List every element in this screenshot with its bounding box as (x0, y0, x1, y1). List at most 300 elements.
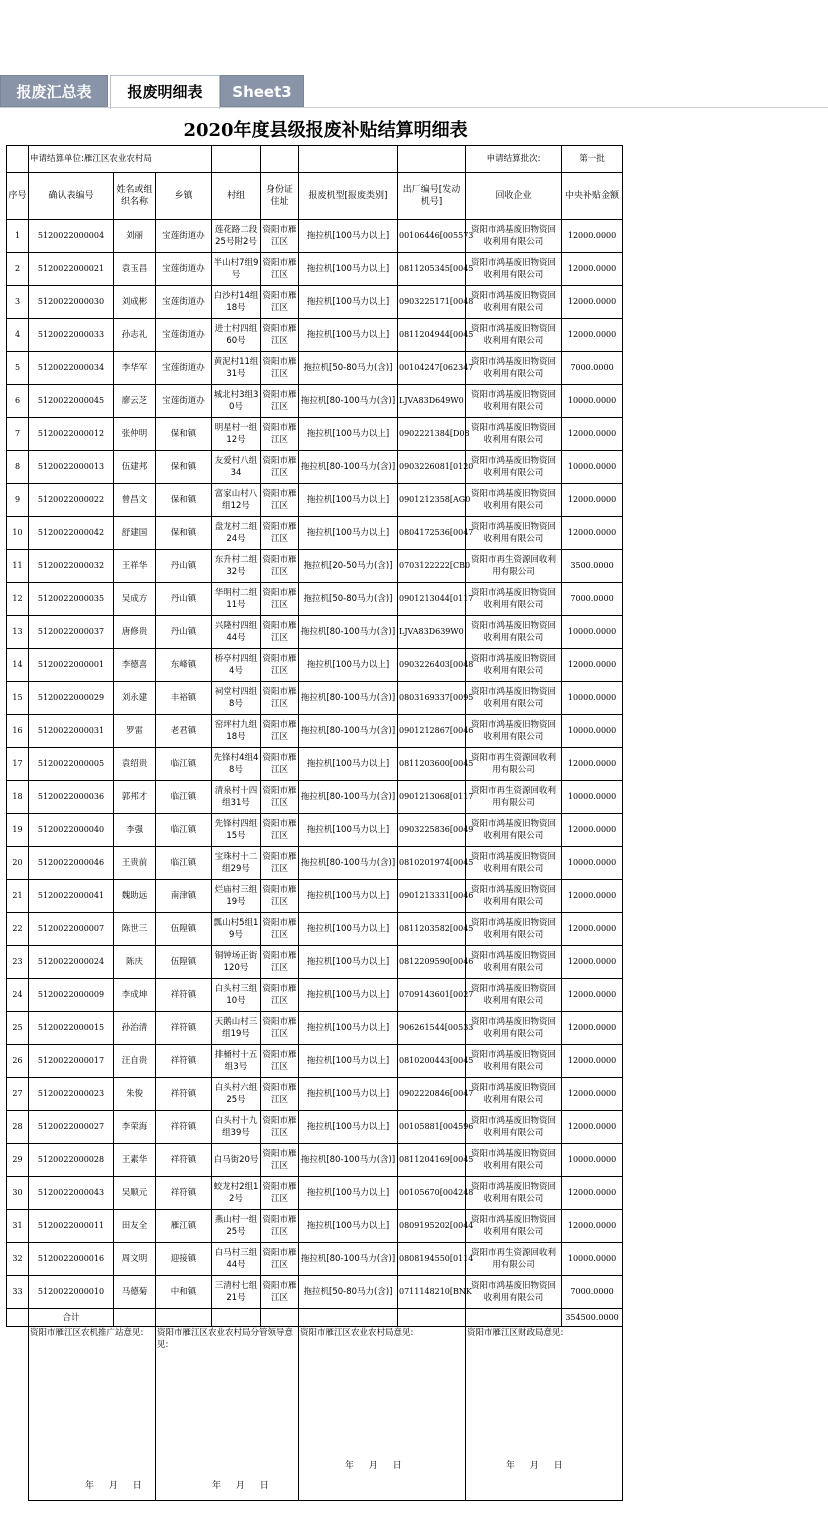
id-address: 资阳市雁江区 (261, 847, 299, 880)
recycling-company: 资阳市鸿基废旧物资回收利用有限公司 (466, 880, 562, 913)
col-header: 身份证住址 (261, 173, 299, 220)
owner-name: 吴成方 (114, 583, 156, 616)
subsidy-amount: 10000.0000 (562, 1144, 623, 1177)
recycling-company: 资阳市鸿基废旧物资回收利用有限公司 (466, 319, 562, 352)
col-header: 确认表编号 (29, 173, 114, 220)
subsidy-amount: 7000.0000 (562, 1276, 623, 1309)
serial-number: 00106446[005573 (398, 220, 466, 253)
township: 祥符镇 (156, 1078, 212, 1111)
row-index: 6 (7, 385, 29, 418)
table-row (7, 220, 623, 253)
confirm-number: 5120022000040 (29, 814, 114, 847)
row-index: 10 (7, 517, 29, 550)
subsidy-amount: 10000.0000 (562, 385, 623, 418)
machine-type: 拖拉机[100马力以上] (299, 484, 398, 517)
table-row (7, 1045, 623, 1078)
opinion-date: 年 月 日 (506, 1461, 569, 1471)
tab-detail[interactable]: 报废明细表 (110, 75, 220, 109)
village-group: 黄泥村11组31号 (212, 352, 261, 385)
subsidy-amount: 12000.0000 (562, 814, 623, 847)
village-group: 半山村7组9号 (212, 253, 261, 286)
confirm-number: 5120022000032 (29, 550, 114, 583)
table-row (7, 1210, 623, 1243)
machine-type: 拖拉机[100马力以上] (299, 946, 398, 979)
village-group: 白马村三组44号 (212, 1243, 261, 1276)
machine-type: 拖拉机[100马力以上] (299, 913, 398, 946)
machine-type: 拖拉机[80-100马力(含)] (299, 1243, 398, 1276)
row-index: 21 (7, 880, 29, 913)
owner-name: 孙志礼 (114, 319, 156, 352)
township: 丹山镇 (156, 550, 212, 583)
confirm-number: 5120022000034 (29, 352, 114, 385)
row-index: 5 (7, 352, 29, 385)
township: 中和镇 (156, 1276, 212, 1309)
row-index: 25 (7, 1012, 29, 1045)
row-index: 8 (7, 451, 29, 484)
confirm-number: 5120022000046 (29, 847, 114, 880)
id-address: 资阳市雁江区 (261, 715, 299, 748)
village-group: 白头村十九组39号 (212, 1111, 261, 1144)
machine-type: 拖拉机[80-100马力(含)] (299, 451, 398, 484)
subsidy-amount: 12000.0000 (562, 913, 623, 946)
id-address: 资阳市雁江区 (261, 1243, 299, 1276)
row-index: 29 (7, 1144, 29, 1177)
serial-number: 0901213044[0117 (398, 583, 466, 616)
township: 伍隍镇 (156, 946, 212, 979)
table-row (7, 451, 623, 484)
serial-number: 00105670[004248 (398, 1177, 466, 1210)
table-row (7, 550, 623, 583)
village-group: 进士村四组60号 (212, 319, 261, 352)
row-index: 19 (7, 814, 29, 847)
township: 丹山镇 (156, 616, 212, 649)
batch-value: 第一批 (562, 146, 623, 173)
village-group: 白头村六组25号 (212, 1078, 261, 1111)
confirm-number: 5120022000028 (29, 1144, 114, 1177)
township: 宝莲街道办 (156, 319, 212, 352)
village-group: 燕山村一组25号 (212, 1210, 261, 1243)
serial-number: 0901213068[0117 (398, 781, 466, 814)
machine-type: 拖拉机[50-80马力(含)] (299, 1276, 398, 1309)
table-row (7, 847, 623, 880)
township: 祥符镇 (156, 1045, 212, 1078)
recycling-company: 资阳市鸿基废旧物资回收利用有限公司 (466, 484, 562, 517)
village-group: 桥亭村四组4号 (212, 649, 261, 682)
confirm-number: 5120022000035 (29, 583, 114, 616)
row-index: 22 (7, 913, 29, 946)
table-row (7, 946, 623, 979)
village-group: 富家山村八组12号 (212, 484, 261, 517)
serial-number: 0811203582[0045 (398, 913, 466, 946)
id-address: 资阳市雁江区 (261, 1111, 299, 1144)
subsidy-amount: 12000.0000 (562, 946, 623, 979)
confirm-number: 5120022000036 (29, 781, 114, 814)
id-address: 资阳市雁江区 (261, 649, 299, 682)
confirm-number: 5120022000010 (29, 1276, 114, 1309)
village-group: 宝珠村十二组29号 (212, 847, 261, 880)
subsidy-amount: 12000.0000 (562, 418, 623, 451)
machine-type: 拖拉机[100马力以上] (299, 748, 398, 781)
owner-name: 田友全 (114, 1210, 156, 1243)
village-group: 蛟龙村2组12号 (212, 1177, 261, 1210)
id-address: 资阳市雁江区 (261, 517, 299, 550)
machine-type: 拖拉机[100马力以上] (299, 1177, 398, 1210)
machine-type: 拖拉机[80-100马力(含)] (299, 385, 398, 418)
owner-name: 唐修贵 (114, 616, 156, 649)
owner-name: 汪自贵 (114, 1045, 156, 1078)
row-index: 26 (7, 1045, 29, 1078)
machine-type: 拖拉机[100马力以上] (299, 286, 398, 319)
owner-name: 袁玉昌 (114, 253, 156, 286)
id-address: 资阳市雁江区 (261, 1045, 299, 1078)
confirm-number: 5120022000033 (29, 319, 114, 352)
recycling-company: 资阳市再生资源回收利用有限公司 (466, 748, 562, 781)
col-header: 出厂编号[发动机号] (398, 173, 466, 220)
machine-type: 拖拉机[100马力以上] (299, 880, 398, 913)
township: 祥符镇 (156, 979, 212, 1012)
confirm-number: 5120022000041 (29, 880, 114, 913)
village-group: 先锋村四组15号 (212, 814, 261, 847)
machine-type: 拖拉机[100马力以上] (299, 1045, 398, 1078)
id-address: 资阳市雁江区 (261, 1078, 299, 1111)
confirm-number: 5120022000029 (29, 682, 114, 715)
serial-number: 0811204944[0045 (398, 319, 466, 352)
township: 祥符镇 (156, 1144, 212, 1177)
row-index: 28 (7, 1111, 29, 1144)
subsidy-amount: 12000.0000 (562, 517, 623, 550)
tab-summary[interactable]: 报废汇总表 (0, 75, 108, 107)
township: 保和镇 (156, 517, 212, 550)
serial-number: 0809195202[0044 (398, 1210, 466, 1243)
serial-number: 0812209590[0046 (398, 946, 466, 979)
machine-type: 拖拉机[100马力以上] (299, 1012, 398, 1045)
recycling-company: 资阳市鸿基废旧物资回收利用有限公司 (466, 913, 562, 946)
table-row (7, 583, 623, 616)
row-index: 9 (7, 484, 29, 517)
recycling-company: 资阳市再生资源回收利用有限公司 (466, 1243, 562, 1276)
row-index: 27 (7, 1078, 29, 1111)
opinion-date: 年 月 日 (85, 1481, 148, 1491)
township: 宝莲街道办 (156, 253, 212, 286)
serial-number: 0902221384[D08 (398, 418, 466, 451)
recycling-company: 资阳市鸿基废旧物资回收利用有限公司 (466, 385, 562, 418)
serial-number: 0709143601[0027 (398, 979, 466, 1012)
recycling-company: 资阳市鸿基废旧物资回收利用有限公司 (466, 220, 562, 253)
machine-type: 拖拉机[100马力以上] (299, 319, 398, 352)
recycling-company: 资阳市鸿基废旧物资回收利用有限公司 (466, 253, 562, 286)
row-index: 23 (7, 946, 29, 979)
opinion-row (7, 1327, 623, 1501)
id-address: 资阳市雁江区 (261, 385, 299, 418)
owner-name: 刘永建 (114, 682, 156, 715)
village-group: 三清村七组21号 (212, 1276, 261, 1309)
village-group: 清泉村十四组31号 (212, 781, 261, 814)
table-row (7, 1243, 623, 1276)
id-address: 资阳市雁江区 (261, 880, 299, 913)
owner-name: 李荣海 (114, 1111, 156, 1144)
confirm-number: 5120022000016 (29, 1243, 114, 1276)
machine-type: 拖拉机[100马力以上] (299, 1111, 398, 1144)
recycling-company: 资阳市鸿基废旧物资回收利用有限公司 (466, 1210, 562, 1243)
owner-name: 李华军 (114, 352, 156, 385)
subsidy-amount: 12000.0000 (562, 286, 623, 319)
owner-name: 刘丽 (114, 220, 156, 253)
machine-type: 拖拉机[100马力以上] (299, 253, 398, 286)
serial-number: 00105881[004596 (398, 1111, 466, 1144)
machine-type: 拖拉机[100马力以上] (299, 814, 398, 847)
table-row (7, 1144, 623, 1177)
owner-name: 郭邦才 (114, 781, 156, 814)
serial-number: 0903225171[0048 (398, 286, 466, 319)
confirm-number: 5120022000037 (29, 616, 114, 649)
village-group: 白马街20号 (212, 1144, 261, 1177)
subsidy-amount: 10000.0000 (562, 616, 623, 649)
applicant-unit: 申请结算单位:雁江区农业农村局 (29, 146, 212, 173)
confirm-number: 5120022000021 (29, 253, 114, 286)
table-row (7, 682, 623, 715)
sheet-title: 2020年度县级报废补贴结算明细表 (183, 119, 468, 141)
recycling-company: 资阳市鸿基废旧物资回收利用有限公司 (466, 352, 562, 385)
subsidy-amount: 12000.0000 (562, 880, 623, 913)
row-index: 20 (7, 847, 29, 880)
subsidy-amount: 3500.0000 (562, 550, 623, 583)
machine-type: 拖拉机[100马力以上] (299, 1078, 398, 1111)
recycling-company: 资阳市鸿基废旧物资回收利用有限公司 (466, 1276, 562, 1309)
owner-name: 王祥华 (114, 550, 156, 583)
table-row (7, 616, 623, 649)
row-index: 16 (7, 715, 29, 748)
serial-number: 0808194550[0114 (398, 1243, 466, 1276)
subsidy-amount: 12000.0000 (562, 1111, 623, 1144)
row-index: 12 (7, 583, 29, 616)
serial-number: 0811205345[0045 (398, 253, 466, 286)
confirm-number: 5120022000009 (29, 979, 114, 1012)
opinion-label: 资阳市雁江区农业农村局意见: (300, 1328, 414, 1338)
table-row (7, 1177, 623, 1210)
confirm-number: 5120022000022 (29, 484, 114, 517)
id-address: 资阳市雁江区 (261, 814, 299, 847)
village-group: 东升村二组32号 (212, 550, 261, 583)
serial-number: 0901212867[0046 (398, 715, 466, 748)
township: 宝莲街道办 (156, 286, 212, 319)
owner-name: 曾昌文 (114, 484, 156, 517)
row-index: 4 (7, 319, 29, 352)
row-index: 15 (7, 682, 29, 715)
confirm-number: 5120022000031 (29, 715, 114, 748)
opinion-cell (299, 1327, 466, 1501)
recycling-company: 资阳市鸿基废旧物资回收利用有限公司 (466, 451, 562, 484)
id-address: 资阳市雁江区 (261, 781, 299, 814)
row-index: 2 (7, 253, 29, 286)
machine-type: 拖拉机[80-100马力(含)] (299, 781, 398, 814)
subsidy-amount: 7000.0000 (562, 352, 623, 385)
village-group: 华明村二组11号 (212, 583, 261, 616)
id-address: 资阳市雁江区 (261, 1177, 299, 1210)
row-index: 14 (7, 649, 29, 682)
opinion-date: 年 月 日 (212, 1481, 275, 1491)
machine-type: 拖拉机[80-100马力(含)] (299, 847, 398, 880)
row-index: 30 (7, 1177, 29, 1210)
col-header: 乡镇 (156, 173, 212, 220)
table-row (7, 352, 623, 385)
township: 南津镇 (156, 880, 212, 913)
township: 临江镇 (156, 748, 212, 781)
id-address: 资阳市雁江区 (261, 418, 299, 451)
row-index: 18 (7, 781, 29, 814)
subsidy-amount: 10000.0000 (562, 847, 623, 880)
owner-name: 舒建国 (114, 517, 156, 550)
recycling-company: 资阳市鸿基废旧物资回收利用有限公司 (466, 517, 562, 550)
tab-sheet3[interactable]: Sheet3 (220, 75, 304, 107)
id-address: 资阳市雁江区 (261, 484, 299, 517)
village-group: 祠堂村四组8号 (212, 682, 261, 715)
confirm-number: 5120022000023 (29, 1078, 114, 1111)
id-address: 资阳市雁江区 (261, 946, 299, 979)
serial-number: 0810201974[0045 (398, 847, 466, 880)
village-group: 铜钟场正街120号 (212, 946, 261, 979)
opinion-cell (156, 1327, 299, 1501)
township: 雁江镇 (156, 1210, 212, 1243)
id-address: 资阳市雁江区 (261, 913, 299, 946)
table-row (7, 781, 623, 814)
opinion-cell (29, 1327, 156, 1501)
row-index: 17 (7, 748, 29, 781)
machine-type: 拖拉机[80-100马力(含)] (299, 1144, 398, 1177)
table-row (7, 253, 623, 286)
id-address: 资阳市雁江区 (261, 1276, 299, 1309)
township: 保和镇 (156, 418, 212, 451)
serial-number: 0811203600[0045 (398, 748, 466, 781)
col-header: 中央补贴金额 (562, 173, 623, 220)
total-value: 354500.0000 (562, 1309, 623, 1327)
id-address: 资阳市雁江区 (261, 550, 299, 583)
machine-type: 拖拉机[80-100马力(含)] (299, 682, 398, 715)
machine-type: 拖拉机[100马力以上] (299, 220, 398, 253)
serial-number: 00104247[062347 (398, 352, 466, 385)
village-group: 窑坪村九组18号 (212, 715, 261, 748)
confirm-number: 5120022000030 (29, 286, 114, 319)
machine-type: 拖拉机[100马力以上] (299, 1210, 398, 1243)
serial-number: 0903225836[0049 (398, 814, 466, 847)
table-row (7, 649, 623, 682)
confirm-number: 5120022000011 (29, 1210, 114, 1243)
machine-type: 拖拉机[100马力以上] (299, 979, 398, 1012)
subsidy-amount: 10000.0000 (562, 715, 623, 748)
serial-number: 0711148210[BNK (398, 1276, 466, 1309)
table-row (7, 814, 623, 847)
machine-type: 拖拉机[100马力以上] (299, 418, 398, 451)
confirm-number: 5120022000045 (29, 385, 114, 418)
confirm-number: 5120022000043 (29, 1177, 114, 1210)
owner-name: 张仲明 (114, 418, 156, 451)
id-address: 资阳市雁江区 (261, 1144, 299, 1177)
village-group: 先锋村4组48号 (212, 748, 261, 781)
table-row (7, 748, 623, 781)
id-address: 资阳市雁江区 (261, 682, 299, 715)
table-row (7, 286, 623, 319)
township: 丰裕镇 (156, 682, 212, 715)
id-address: 资阳市雁江区 (261, 451, 299, 484)
owner-name: 李强 (114, 814, 156, 847)
recycling-company: 资阳市鸿基废旧物资回收利用有限公司 (466, 616, 562, 649)
township: 宝莲街道办 (156, 220, 212, 253)
recycling-company: 资阳市鸿基废旧物资回收利用有限公司 (466, 1177, 562, 1210)
confirm-number: 5120022000015 (29, 1012, 114, 1045)
id-address: 资阳市雁江区 (261, 286, 299, 319)
owner-name: 马德菊 (114, 1276, 156, 1309)
batch-label: 申请结算批次: (466, 146, 562, 173)
id-address: 资阳市雁江区 (261, 319, 299, 352)
recycling-company: 资阳市鸿基废旧物资回收利用有限公司 (466, 979, 562, 1012)
subsidy-amount: 12000.0000 (562, 484, 623, 517)
owner-name: 李成坤 (114, 979, 156, 1012)
recycling-company: 资阳市鸿基废旧物资回收利用有限公司 (466, 946, 562, 979)
village-group: 城北村3组30号 (212, 385, 261, 418)
village-group: 盘龙村二组24号 (212, 517, 261, 550)
machine-type: 拖拉机[100马力以上] (299, 649, 398, 682)
owner-name: 陈世三 (114, 913, 156, 946)
subsidy-amount: 12000.0000 (562, 748, 623, 781)
opinion-cell (466, 1327, 623, 1501)
township: 伍隍镇 (156, 913, 212, 946)
owner-name: 王素华 (114, 1144, 156, 1177)
village-group: 瓢山村5组19号 (212, 913, 261, 946)
village-group: 排桶村十五组3号 (212, 1045, 261, 1078)
village-group: 莲花路二段25号附2号 (212, 220, 261, 253)
village-group: 天鹅山村三组19号 (212, 1012, 261, 1045)
table-row (7, 1012, 623, 1045)
row-index: 13 (7, 616, 29, 649)
village-group: 明星村一组12号 (212, 418, 261, 451)
owner-name: 罗雷 (114, 715, 156, 748)
machine-type: 拖拉机[100马力以上] (299, 517, 398, 550)
township: 老君镇 (156, 715, 212, 748)
opinion-label: 资阳市雁江区农业农村局分管领导意见: (157, 1328, 294, 1350)
header-row (7, 173, 623, 220)
row-index: 24 (7, 979, 29, 1012)
col-header: 报废机型[报废类别] (299, 173, 398, 220)
recycling-company: 资阳市鸿基废旧物资回收利用有限公司 (466, 583, 562, 616)
owner-name: 袁绍贵 (114, 748, 156, 781)
total-label: 合计 (29, 1309, 114, 1327)
recycling-company: 资阳市鸿基废旧物资回收利用有限公司 (466, 418, 562, 451)
subsidy-amount: 12000.0000 (562, 649, 623, 682)
township: 宝莲街道办 (156, 352, 212, 385)
township: 临江镇 (156, 814, 212, 847)
table-row (7, 484, 623, 517)
village-group: 白沙村14组18号 (212, 286, 261, 319)
township: 东峰镇 (156, 649, 212, 682)
row-index: 1 (7, 220, 29, 253)
recycling-company: 资阳市鸿基废旧物资回收利用有限公司 (466, 682, 562, 715)
id-address: 资阳市雁江区 (261, 352, 299, 385)
owner-name: 伍建邦 (114, 451, 156, 484)
table-row (7, 880, 623, 913)
confirm-number: 5120022000007 (29, 913, 114, 946)
township: 保和镇 (156, 484, 212, 517)
serial-number: 0811204169[0045 (398, 1144, 466, 1177)
subsidy-amount: 12000.0000 (562, 1078, 623, 1111)
subsidy-amount: 10000.0000 (562, 451, 623, 484)
recycling-company: 资阳市鸿基废旧物资回收利用有限公司 (466, 1144, 562, 1177)
owner-name: 廖云芝 (114, 385, 156, 418)
owner-name: 陈庆 (114, 946, 156, 979)
subsidy-amount: 12000.0000 (562, 1210, 623, 1243)
table-row (7, 517, 623, 550)
owner-name: 刘成彬 (114, 286, 156, 319)
opinion-date: 年 月 日 (345, 1461, 408, 1471)
serial-number: 0703122222[CB0 (398, 550, 466, 583)
